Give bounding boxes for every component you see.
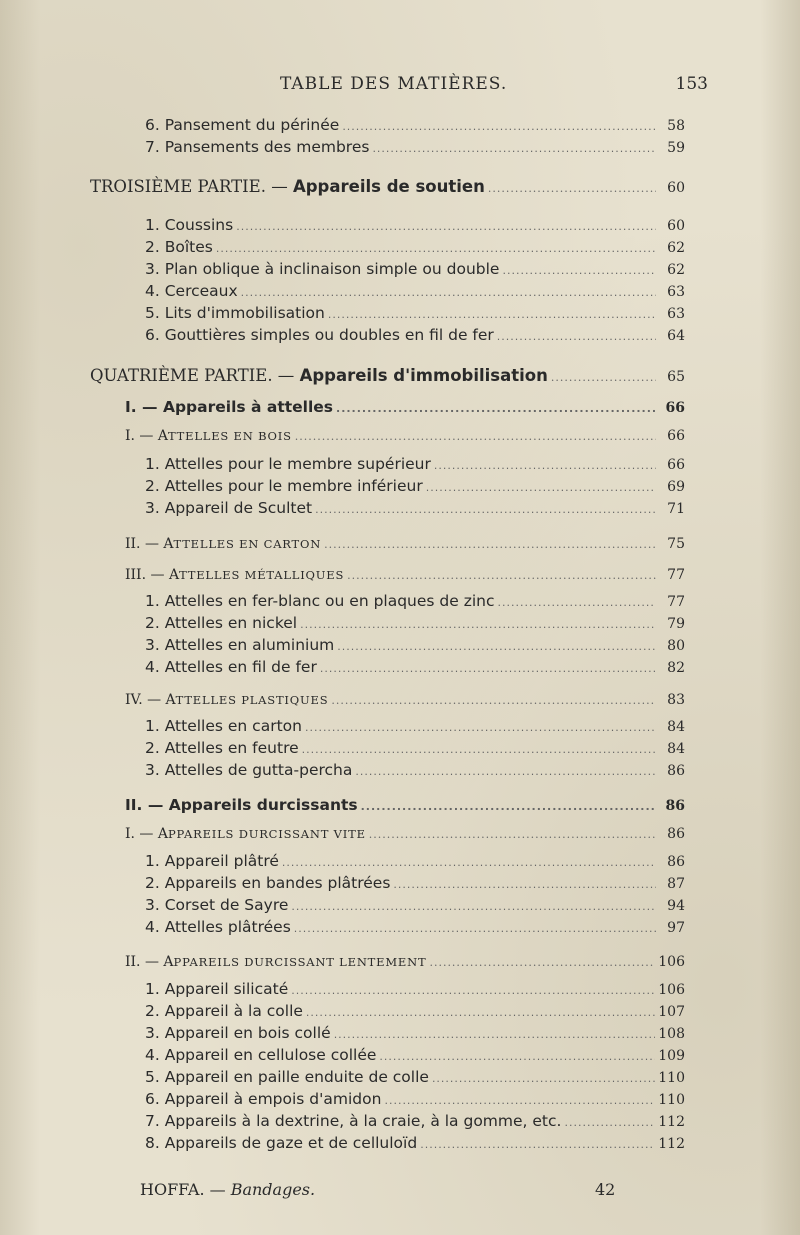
toc-entry: 7. Appareils à la dextrine, à la craie, à la gomme, etc. ..... 112 [145,1112,685,1134]
toc-entry: 2. Attelles en feutre ..... 84 [145,739,685,761]
toc-entry: 4. Appareil en cellulose collée ..... 109 [145,1046,685,1068]
toc-section-heading: I. — Appareils à attelles ..... 66 [125,398,685,420]
toc-entry: 3. Plan oblique à inclinaison simple ou double ..... 62 [145,260,685,282]
toc-part-heading: QUATRIÈME PARTIE. — Appareils d'immobilisation ..... 65 [90,366,685,388]
running-head [118,74,708,98]
toc-entry: 1. Appareil plâtré ..... 86 [145,852,685,874]
page-number: 153 [675,74,708,94]
toc-entry: 6. Pansement du périnée ..... 58 [145,116,685,138]
toc-entry: 2. Boîtes ..... 62 [145,238,685,260]
toc-entry: 5. Appareil en paille enduite de colle ..... 110 [145,1068,685,1090]
running-head-title: TABLE DES MATIÈRES. [280,74,508,94]
toc-entry: 4. Attelles en fil de fer ..... 82 [145,658,685,680]
toc-entry: 2. Attelles pour le membre inférieur ..... 69 [145,477,685,499]
toc-entry: 6. Gouttières simples ou doubles en fil de fer ..... 64 [145,326,685,348]
toc-section-heading: II. — Appareils durcissants ..... 86 [125,796,685,818]
toc-subsection-heading: III. — ATTELLES MÉTALLIQUES ..... 77 [125,567,685,589]
footer-author: HOFFA. — Bandages. [140,1180,316,1199]
toc-subsection-heading: II. — ATTELLES EN CARTON ..... 75 [125,536,685,558]
toc-entry: 3. Attelles de gutta-percha ..... 86 [145,761,685,783]
toc-entry: 2. Attelles en nickel ..... 79 [145,614,685,636]
toc-entry: 2. Appareils en bandes plâtrées ..... 87 [145,874,685,896]
toc-entry: 1. Attelles pour le membre supérieur ..... 66 [145,455,685,477]
toc-entry: 1. Attelles en fer-blanc ou en plaques de zinc ..... 77 [145,592,685,614]
toc-entry: 3. Corset de Sayre ..... 94 [145,896,685,918]
toc-subsection-heading: IV. — ATTELLES PLASTIQUES ..... 83 [125,692,685,714]
toc-entry: 6. Appareil à empois d'amidon ..... 110 [145,1090,685,1112]
toc-entry: 3. Appareil en bois collé ..... 108 [145,1024,685,1046]
toc-part-heading: TROISIÈME PARTIE. — Appareils de soutien ..... 60 [90,177,685,199]
toc-entry: 7. Pansements des membres ..... 59 [145,138,685,160]
toc-entry: 8. Appareils de gaze et de celluloïd ..... 112 [145,1134,685,1156]
toc-entry: 4. Cerceaux ..... 63 [145,282,685,304]
toc-subsection-heading: I. — ATTELLES EN BOIS ..... 66 [125,428,685,450]
toc-entry: 1. Attelles en carton ..... 84 [145,717,685,739]
toc-entry: 3. Appareil de Scultet ..... 71 [145,499,685,521]
toc-entry: 3. Attelles en aluminium ..... 80 [145,636,685,658]
signature-mark: 42 [595,1180,616,1199]
toc-subsection-heading: I. — APPAREILS DURCISSANT VITE ..... 86 [125,826,685,848]
toc-entry: 2. Appareil à la colle ..... 107 [145,1002,685,1024]
toc-entry: 5. Lits d'immobilisation ..... 63 [145,304,685,326]
toc-entry: 1. Coussins ..... 60 [145,216,685,238]
toc-subsection-heading: II. — APPAREILS DURCISSANT LENTEMENT ..... 106 [125,954,685,976]
toc-entry: 1. Appareil silicaté ..... 106 [145,980,685,1002]
page-footer [140,1180,620,1202]
toc-entry: 4. Attelles plâtrées ..... 97 [145,918,685,940]
